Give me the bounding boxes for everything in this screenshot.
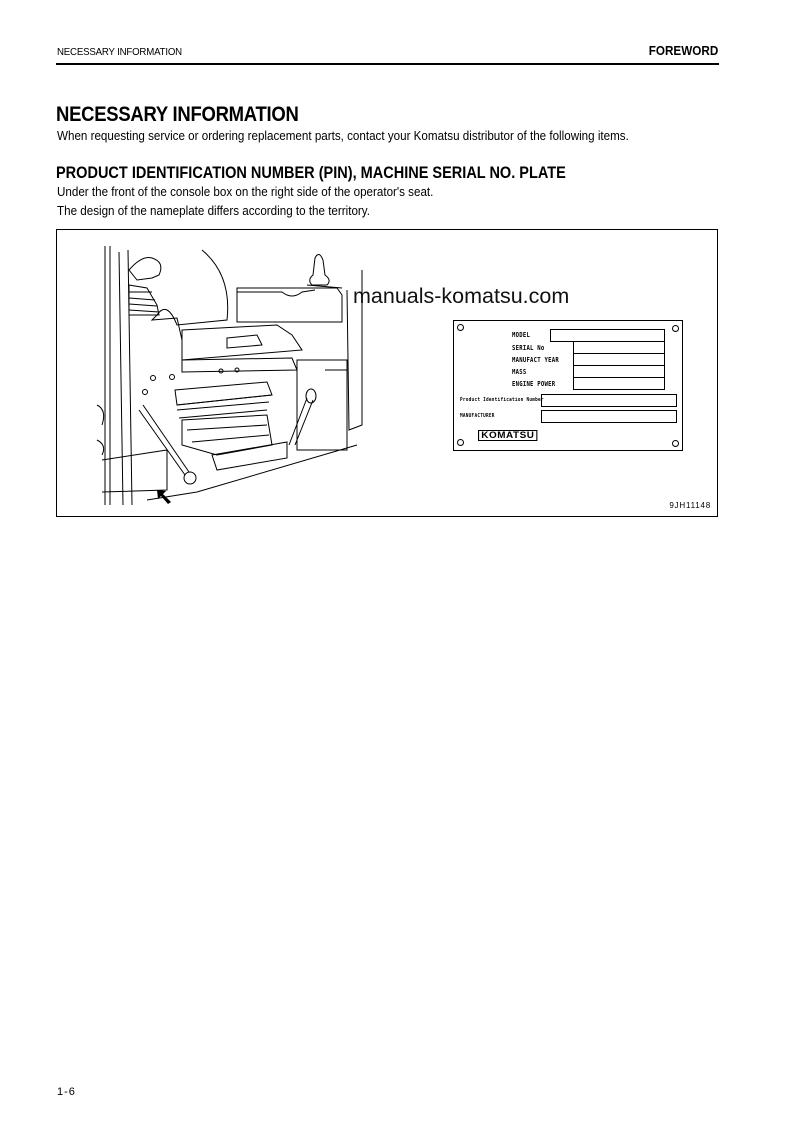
plate-label-engine-power: ENGINE POWER xyxy=(512,380,556,388)
plate-field-engine-power xyxy=(573,377,665,390)
running-header-chapter: FOREWORD xyxy=(648,43,718,58)
plate-label-serial: SERIAL No xyxy=(512,344,545,352)
plate-field-pin xyxy=(541,394,677,407)
location-text: Under the front of the console box on the right side of the operator's seat. xyxy=(57,185,434,199)
running-header-section: NECESSARY INFORMATION xyxy=(57,46,182,58)
plate-label-manufacturer: MANUFACTURER xyxy=(460,413,495,419)
plate-label-model: MODEL xyxy=(512,331,531,339)
plate-label-mass: MASS xyxy=(512,368,527,376)
page-number: 1-6 xyxy=(57,1086,76,1098)
plate-label-manufact-year: MANUFACT YEAR xyxy=(512,356,559,364)
operator-seat-illustration xyxy=(57,230,377,516)
header-divider xyxy=(56,63,719,65)
rivet-hole-icon xyxy=(457,439,464,446)
rivet-hole-icon xyxy=(672,440,679,447)
figure-id: 9JH11148 xyxy=(669,501,711,510)
page-title: NECESSARY INFORMATION xyxy=(56,103,299,126)
rivet-hole-icon xyxy=(457,324,464,331)
plate-field-manufacturer xyxy=(541,410,677,423)
subsection-title: PRODUCT IDENTIFICATION NUMBER (PIN), MACHINE SERIAL NO. PLATE xyxy=(56,164,566,182)
intro-paragraph: When requesting service or ordering replacement parts, contact your Komatsu distributor of the following items. xyxy=(57,129,629,143)
plate-label-pin: Product Identification Number xyxy=(460,397,544,403)
serial-number-plate xyxy=(453,320,683,451)
figure-frame xyxy=(56,229,718,517)
komatsu-logo: KOMATSU xyxy=(478,430,538,441)
territory-note: The design of the nameplate differs according to the territory. xyxy=(57,204,370,218)
watermark-text: manuals-komatsu.com xyxy=(353,284,570,308)
arrow-up-left-icon xyxy=(155,488,173,506)
rivet-hole-icon xyxy=(672,325,679,332)
